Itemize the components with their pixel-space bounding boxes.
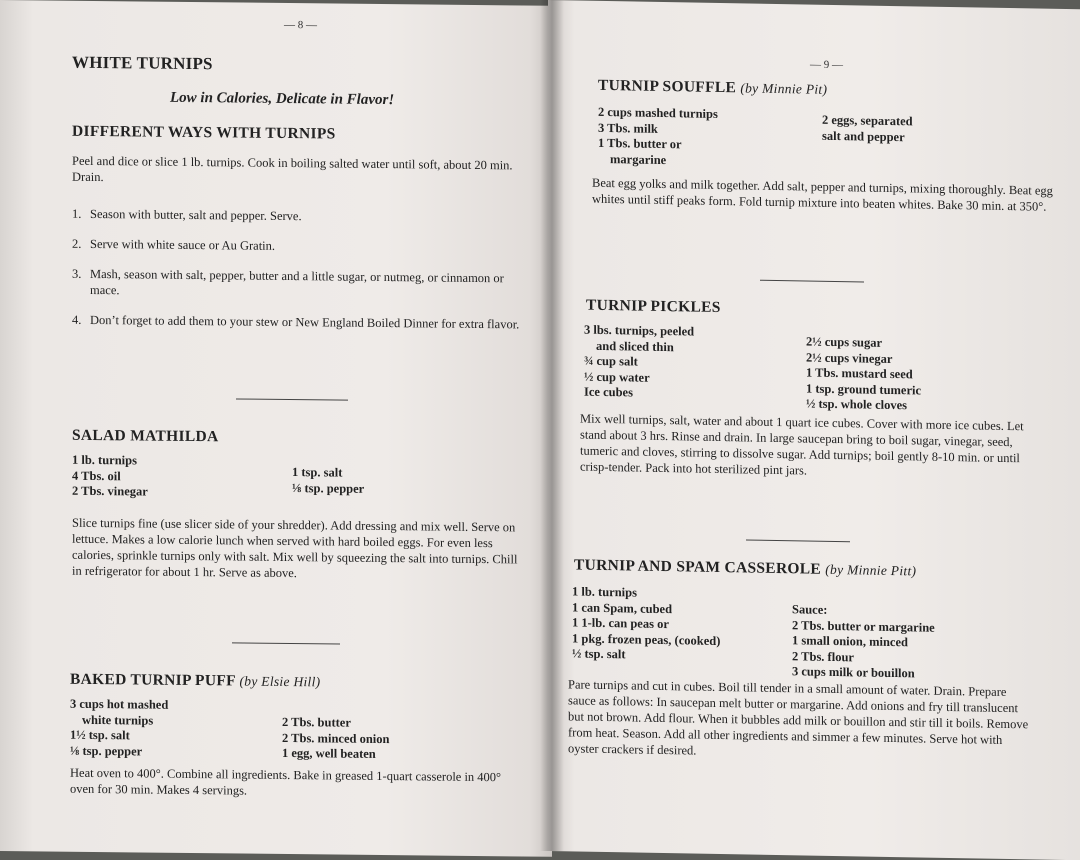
ingredient: Ice cubes [584, 384, 633, 400]
list-item-text: Don’t forget to add them to your stew or New England Boiled Dinner for extra flavor. [90, 312, 520, 332]
ingredient: 2 cups mashed turnips [598, 104, 718, 121]
list-item [72, 266, 524, 303]
turnip-pickles-directions: Mix well turnips, salt, water and about 1 quart ice cubes. Cover with more ice cubes. Let stand about 3 hrs. Rinse and drain. In large saucepan bring to boil sugar, vinegar, seed, tumeric and cloves, stirring to dissolve sugar. Add turnips; boil gently 8-10 min. or until crisp-tender. Pack into hot sterilized pint jars. [580, 411, 1024, 478]
list-item-number: 2. [72, 236, 82, 251]
turnip-spam-casserole-directions: Pare turnips and cut in cubes. Boil till tender in a small amount of water. Drain. Prepare sauce as follows: In saucepan melt butter or margarine. Add onions and fry till translucent but not brown. Add flour. When it bubbles add milk or bouillon and stir till it boils. Remove from heat. Season. Add all other ingredients and simmer a few minutes. Serve hot with oyster crackers if desired. [568, 677, 1029, 758]
turnip-pickles-ingredients-right [806, 335, 921, 415]
salad-mathilda-ingredients-left [72, 453, 148, 500]
ingredient: 1 tsp. ground tumeric [806, 381, 922, 398]
turnip-souffle-ingredients-right [822, 113, 913, 146]
page-number: — 9 — [810, 58, 843, 72]
ingredient: 2 Tbs. butter or margarine [792, 617, 935, 635]
ingredient: 1½ tsp. salt [70, 727, 130, 743]
book-gutter-shadow [540, 0, 564, 851]
ingredient: margarine [610, 151, 667, 167]
ingredient: 2 Tbs. butter [282, 714, 351, 730]
ingredient: salt and pepper [822, 128, 905, 144]
list-item-number: 1. [72, 206, 82, 221]
ingredient: 1 small onion, minced [792, 633, 908, 650]
list-item-text: Mash, season with salt, pepper, butter and a little sugar, or nutmeg, or cinnamon or mace. [90, 266, 504, 298]
ingredient: 3 cups milk or bouillon [792, 664, 915, 681]
ingredient: ¾ cup salt [584, 353, 638, 369]
turnip-pickles-ingredients-left [584, 323, 694, 402]
different-ways-title: DIFFERENT WAYS WITH TURNIPS [72, 122, 336, 143]
list-item-number: 3. [72, 266, 82, 281]
ingredient: 1 lb. turnips [572, 584, 637, 600]
list-item [72, 236, 524, 257]
list-item-text: Serve with white sauce or Au Gratin. [90, 236, 276, 253]
ingredient: 2 eggs, separated [822, 112, 913, 129]
ingredient: 1 pkg. frozen peas, (cooked) [572, 630, 721, 648]
list-item [72, 206, 524, 227]
baked-turnip-puff-ingredients-right [282, 715, 389, 763]
list-item [72, 312, 524, 333]
baked-turnip-puff-title [70, 671, 320, 692]
ingredient: ½ tsp. salt [572, 646, 626, 662]
ingredient: ½ cup water [584, 369, 650, 385]
section-divider [236, 398, 348, 400]
sauce-label: Sauce: [792, 602, 828, 617]
list-item-text: Season with butter, salt and pepper. Serve. [90, 206, 302, 224]
ingredient: 1 Tbs. butter or [598, 135, 682, 152]
ingredient: 4 Tbs. oil [72, 468, 121, 483]
baked-turnip-puff-directions: Heat oven to 400°. Combine all ingredients. Bake in greased 1-quart casserole in 400° oven for 30 min. Makes 4 servings. [70, 765, 502, 798]
ingredient: 2 Tbs. vinegar [72, 483, 148, 499]
ingredient: white turnips [82, 712, 154, 728]
list-item-number: 4. [72, 312, 82, 327]
turnip-spam-casserole-ingredients-right [792, 602, 935, 682]
ingredient: 1 egg, well beaten [282, 745, 376, 761]
recipe-author: (by Elsie Hill) [239, 673, 321, 690]
different-ways-list [72, 206, 524, 347]
salad-mathilda-ingredients-right [292, 465, 364, 497]
section-divider [746, 539, 850, 542]
recipe-title-text: TURNIP SOUFFLE [598, 76, 737, 97]
turnip-souffle-title [598, 77, 827, 99]
salad-mathilda-title: SALAD MATHILDA [72, 426, 219, 446]
turnip-souffle-ingredients-left [598, 105, 718, 169]
white-turnips-tagline: Low in Calories, Delicate in Flavor! [170, 89, 395, 109]
ingredient: 2 Tbs. flour [792, 648, 854, 664]
section-divider [760, 280, 864, 283]
turnip-spam-casserole-title [574, 556, 916, 580]
baked-turnip-puff-ingredients-left [70, 697, 168, 760]
ingredient: 1 lb. turnips [72, 452, 137, 468]
ingredient: 1 tsp. salt [292, 465, 343, 480]
ingredient: 1 Tbs. mustard seed [806, 365, 913, 382]
ingredient: 3 lbs. turnips, peeled [584, 322, 695, 339]
turnip-spam-casserole-ingredients-left [572, 584, 720, 664]
ingredient: ⅛ tsp. pepper [70, 743, 143, 758]
ingredient: 1 1-lb. can peas or [572, 615, 669, 632]
ingredient: ⅛ tsp. pepper [292, 480, 365, 496]
recipe-author: (by Minnie Pit) [740, 80, 828, 97]
recipe-title-text: TURNIP AND SPAM CASSEROLE [574, 556, 822, 578]
ingredient: 2 Tbs. minced onion [282, 730, 390, 746]
section-divider [232, 642, 340, 644]
ingredient: 3 cups hot mashed [70, 696, 169, 712]
salad-mathilda-directions: Slice turnips fine (use slicer side of your shredder). Add dressing and mix well. Serve on lettuce. Makes a low calorie lunch when served with hard boiled eggs. For even less calories, sprinkle turnips only with salt. Mix well by squeezing the salt into turnips. Chill in refrigerator for about 1 hr. Serve as above. [72, 515, 518, 581]
white-turnips-title: WHITE TURNIPS [72, 52, 213, 74]
ingredient: 1 can Spam, cubed [572, 599, 673, 616]
right-page [548, 0, 1080, 860]
recipe-author: (by Minnie Pitt) [825, 561, 917, 579]
turnip-souffle-directions: Beat egg yolks and milk together. Add salt, pepper and turnips, mixing thoroughly. Beat egg whites until stiff peaks form. Fold turnip mixture into beaten whites. Bake 30 min. at 350°. [592, 175, 1053, 214]
ingredient: 3 Tbs. milk [598, 120, 658, 136]
ingredient: and sliced thin [596, 338, 674, 354]
ingredient: ½ tsp. whole cloves [806, 396, 908, 413]
turnip-pickles-title: TURNIP PICKLES [586, 296, 721, 317]
recipe-title-text: BAKED TURNIP PUFF [70, 670, 236, 690]
different-ways-intro: Peel and dice or slice 1 lb. turnips. Cook in boiling salted water until soft, about 20 min. Drain. [72, 153, 513, 185]
ingredient: 2½ cups sugar [806, 334, 883, 350]
page-number: — 8 — [284, 18, 317, 32]
ingredient: 2½ cups vinegar [806, 350, 893, 366]
